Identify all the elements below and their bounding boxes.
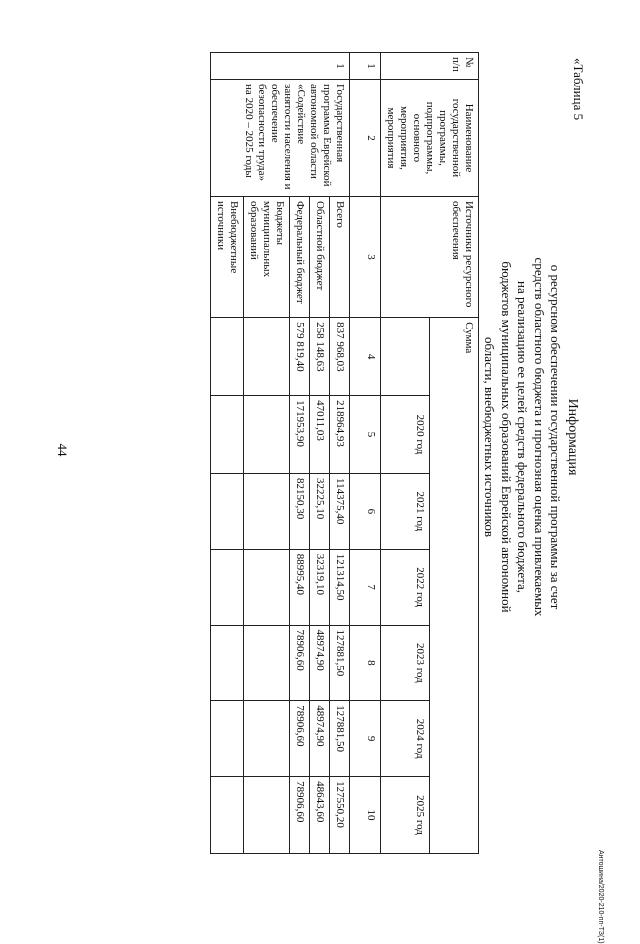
subtitle-line: бюджетов муниципальных образований Еврейской автономной bbox=[498, 261, 514, 613]
source-label: Областной бюджет bbox=[310, 196, 330, 317]
year-cell bbox=[211, 549, 244, 625]
year-cell bbox=[211, 625, 244, 701]
sum-cell: 258 148,63 bbox=[310, 318, 330, 396]
year-cell: 48974,90 bbox=[310, 625, 330, 701]
header-year: 2020 год bbox=[381, 396, 430, 474]
column-number: 6 bbox=[350, 474, 381, 550]
row-program-name: Государственная программа Еврейской автономной области «Содействие занятости населения и обеспечение безопасности труда» на 2020 – 2025 годы bbox=[211, 80, 350, 197]
footer-code: Антошина/2020-210-пп-ТЗ(1) bbox=[597, 850, 604, 944]
subtitle-line: о ресурсном обеспечении государственной программы за счет bbox=[548, 264, 564, 610]
page-number: 44 bbox=[55, 443, 70, 457]
sum-cell bbox=[211, 318, 244, 396]
header-year: 2023 год bbox=[381, 625, 430, 701]
column-number-row bbox=[350, 53, 381, 854]
subtitle-line: на реализацию ее целей средств федерального бюджета, bbox=[515, 281, 531, 593]
source-label: Внебюджетные источники bbox=[211, 196, 244, 317]
column-number: 2 bbox=[350, 80, 381, 197]
row-num: 1 bbox=[211, 53, 350, 80]
subtitle-line: области, внебюджетных источников bbox=[482, 337, 498, 537]
year-cell bbox=[211, 777, 244, 854]
column-number: 10 bbox=[350, 777, 381, 854]
year-cell: 127881,50 bbox=[330, 701, 350, 777]
year-cell: 171953,90 bbox=[290, 396, 310, 474]
year-cell bbox=[211, 701, 244, 777]
year-cell: 218964,93 bbox=[330, 396, 350, 474]
year-cell: 32225,10 bbox=[310, 474, 330, 550]
year-cell: 48643,60 bbox=[310, 777, 330, 854]
year-cell: 32319,10 bbox=[310, 549, 330, 625]
year-cell: 47011,03 bbox=[310, 396, 330, 474]
header-sum: Сумма bbox=[430, 318, 479, 854]
year-cell: 78906,60 bbox=[290, 777, 310, 854]
header-name: Наименование государственной программы, подпрограммы, основного мероприятия, мероприятия bbox=[381, 80, 479, 197]
header-year: 2022 год bbox=[381, 549, 430, 625]
title-block bbox=[480, 227, 580, 647]
column-number: 1 bbox=[350, 53, 381, 80]
table-row bbox=[330, 53, 350, 854]
header-row bbox=[430, 53, 479, 854]
column-number: 3 bbox=[350, 196, 381, 317]
document-title: Информация bbox=[565, 398, 580, 476]
year-cell bbox=[244, 777, 290, 854]
source-label: Федеральный бюджет bbox=[290, 196, 310, 317]
header-year-blank bbox=[381, 318, 430, 396]
header-num: № п/п bbox=[381, 53, 479, 80]
header-source: Источники ресурсного обеспечения bbox=[381, 196, 479, 317]
column-number: 5 bbox=[350, 396, 381, 474]
source-label: Бюджеты муниципальных образований bbox=[244, 196, 290, 317]
year-cell: 114375,40 bbox=[330, 474, 350, 550]
year-cell: 121314,50 bbox=[330, 549, 350, 625]
sum-cell: 579 819,40 bbox=[290, 318, 310, 396]
sum-cell: 837 968,03 bbox=[330, 318, 350, 396]
header-year: 2025 год bbox=[381, 777, 430, 854]
subtitle-line: средств областного бюджета и прогнозная оценка привлекаемых bbox=[531, 257, 547, 617]
table-label: «Таблица 5 bbox=[571, 58, 586, 121]
rotated-page-content bbox=[176, 52, 596, 852]
column-number: 7 bbox=[350, 549, 381, 625]
year-cell bbox=[244, 701, 290, 777]
year-cell: 127550,20 bbox=[330, 777, 350, 854]
source-label: Всего bbox=[330, 196, 350, 317]
year-cell bbox=[211, 396, 244, 474]
year-cell bbox=[244, 549, 290, 625]
column-number: 8 bbox=[350, 625, 381, 701]
year-cell bbox=[244, 396, 290, 474]
year-cell: 48974,90 bbox=[310, 701, 330, 777]
year-cell bbox=[211, 474, 244, 550]
year-cell bbox=[244, 474, 290, 550]
year-cell: 78906,60 bbox=[290, 701, 310, 777]
year-cell: 88995,40 bbox=[290, 549, 310, 625]
header-year: 2021 год bbox=[381, 474, 430, 550]
year-cell: 127881,50 bbox=[330, 625, 350, 701]
year-cell bbox=[244, 625, 290, 701]
year-cell: 78906,60 bbox=[290, 625, 310, 701]
header-year: 2024 год bbox=[381, 701, 430, 777]
sum-cell bbox=[244, 318, 290, 396]
column-number: 4 bbox=[350, 318, 381, 396]
column-number: 9 bbox=[350, 701, 381, 777]
resource-table bbox=[210, 52, 479, 854]
year-cell: 82150,30 bbox=[290, 474, 310, 550]
